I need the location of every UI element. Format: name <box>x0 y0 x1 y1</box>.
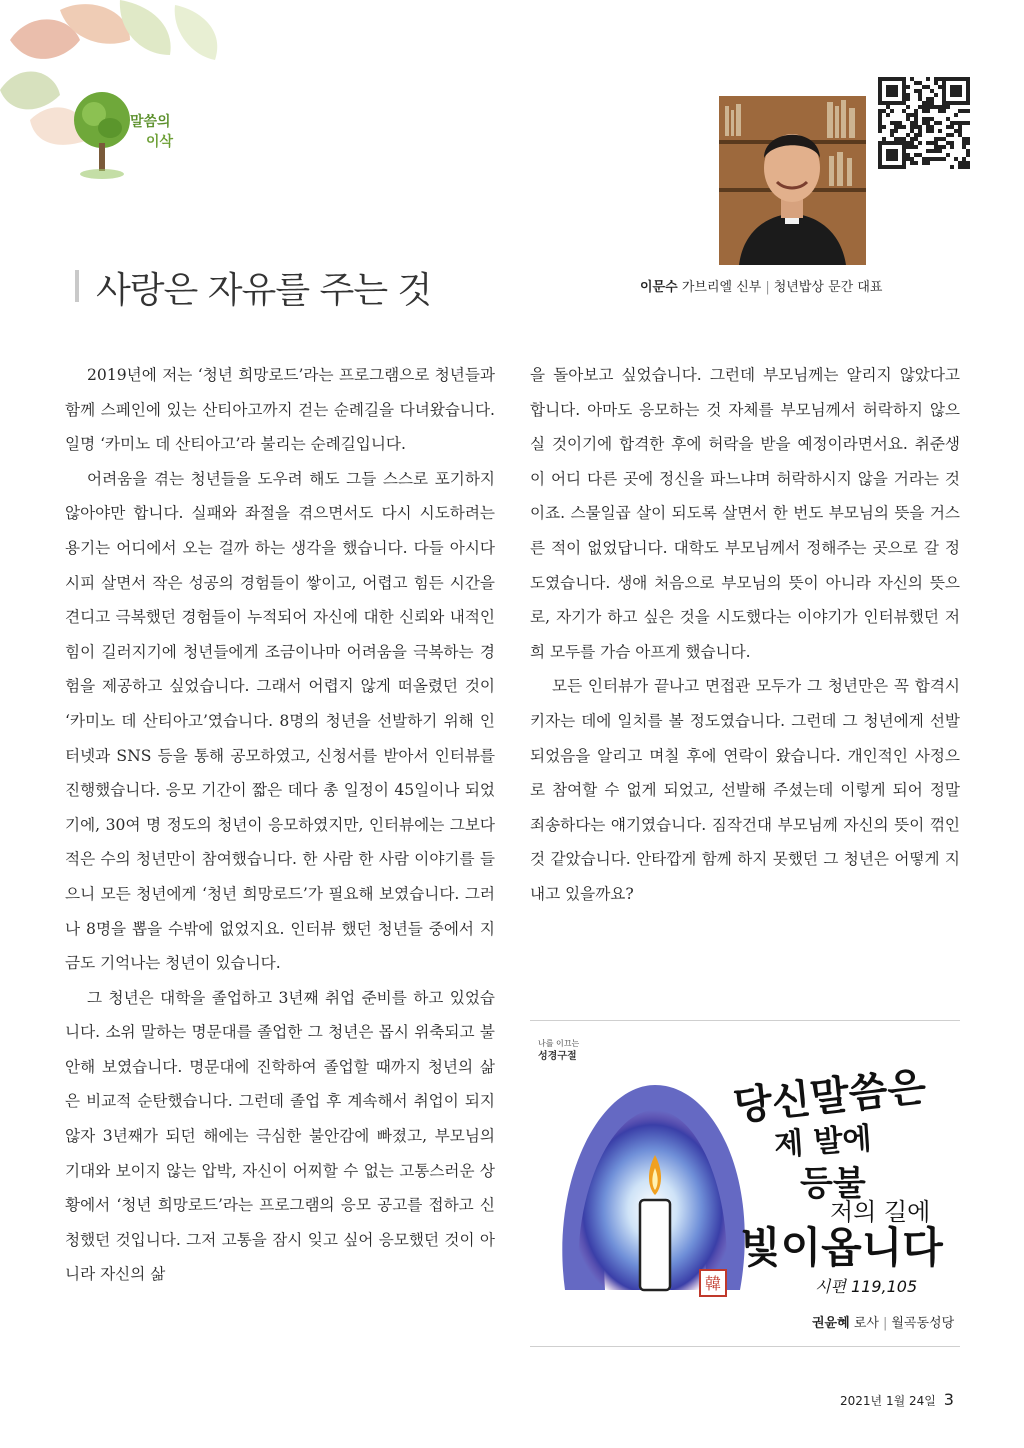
body-column-left <box>65 358 495 1292</box>
verse-line-5: 빛이옵니다 <box>740 1223 943 1272</box>
paragraph: 2019년에 저는 ‘청년 희망로드’라는 프로그램으로 청년들과 함께 스페인에 있는 산티아고까지 걷는 순례길을 다녀왔습니다. 일명 ‘카미노 데 산티아고’라 불리는 순례길입니다. <box>65 366 495 454</box>
verse-line-1: 당신말씀은 <box>731 1063 929 1130</box>
divider <box>530 1346 960 1347</box>
title-accent-bar <box>75 270 79 302</box>
qr-code[interactable] <box>878 77 970 169</box>
author-name: 이문수 <box>640 280 678 295</box>
verse-reference: 시편 119,105 <box>815 1277 918 1296</box>
author-affiliation: 청년밥상 문간 대표 <box>773 280 883 295</box>
body-column-right <box>530 358 960 912</box>
author-role: 가브리엘 신부 <box>681 280 762 295</box>
logo-line1: 말씀의 <box>130 114 171 130</box>
page-number: 3 <box>943 1390 954 1409</box>
verse-line-2: 제 발에 <box>773 1121 873 1163</box>
author-byline: 이문수 가브리엘 신부 | 청년밥상 문간 대표 <box>640 280 883 295</box>
artist-name: 권윤혜 <box>812 1316 850 1331</box>
verse-line-3: 등불 <box>800 1164 866 1204</box>
logo-line2: 이삭 <box>146 134 174 150</box>
paragraph: 을 돌아보고 싶었습니다. 그런데 부모님께는 알리지 않았다고 합니다. 아마도 응모하는 것 자체를 부모님께서 허락하지 않으실 것이기에 합격한 후에 허락을 받을 예정이라면서요. 취준생이 어디 다른 곳에 정신을 파느냐며 허락하시지 않을 거라는 것이죠. 스물일곱 살이 되도록 살면서 한 번도 부모님의 뜻을 거스른 적이 없었답니다. 대학도 부모님께서 정해주는 곳으로 갈 정도였습니다. 생애 처음으로 부모님의 뜻이 아니라 자신의 뜻으로, 자기가 하고 싶은 것을 시도했다는 이야기가 인터뷰했던 저희 모두를 가슴 아프게 했습니다. <box>530 366 960 661</box>
paragraph: 어려움을 겪는 청년들을 도우려 해도 그들 스스로 포기하지 않아야만 합니다. 실패와 좌절을 겪으면서도 다시 시도하려는 용기는 어디에서 오는 걸까 하는 생각을 했습니다. 다들 아시다시피 살면서 작은 성공의 경험들이 쌓이고, 어렵고 힘든 시간을 견디고 극복했던 경험들이 누적되어 자신에 대한 신뢰와 내적인 힘이 길러지기에 청년들에게 조금이나마 어려움을 극복하는 경험을 제공하고 싶었습니다. 그래서 어렵지 않게 떠올렸던 것이 ‘카미노 데 산티아고’였습니다. 8명의 청년을 선발하기 위해 인터넷과 SNS 등을 통해 공모하였고, 신청서를 받아서 인터뷰를 진행했습니다. 응모 기간이 짧은 데다 총 일정이 45일이나 되었기에, 30여 명 정도의 청년이 응모하였지만, 인터뷰에는 그보다 적은 수의 청년만이 참여했습니다. 한 사람 한 사람 이야기를 들으니 모든 청년에게 ‘청년 희망로드’가 필요해 보였습니다. 그러나 8명을 뽑을 수밖에 없었지요. 인터뷰 했던 청년들 중에서 지금도 기억나는 청년이 있습니다. <box>65 469 495 973</box>
article-title: 사랑은 자유를 주는 것 <box>96 270 432 311</box>
author-photo <box>719 96 866 265</box>
paragraph: 모든 인터뷰가 끝나고 면접관 모두가 그 청년만은 꼭 합격시키자는 데에 일치를 볼 정도였습니다. 그런데 그 청년에게 선발되었음을 알리고 며칠 후에 연락이 왔습니다. 개인적인 사정으로 참여할 수 없게 되었고, 선발해 주셨는데 이렇게 되어 정말 죄송하다는 얘기였습니다. 짐작건대 부모님께 자신의 뜻이 꺾인 것 같았습니다. 안타깝게 함께 하지 못했던 그 청년은 어떻게 지내고 있을까요? <box>530 677 960 903</box>
issue-date: 2021년 1월 24일 <box>840 1394 936 1408</box>
calligraphy-tag-line2: 성경구절 <box>538 1051 577 1062</box>
calligraphy-credit: 권윤혜 로사 | 월곡동성당 <box>812 1316 955 1331</box>
tree-logo-icon <box>72 88 132 180</box>
paragraph: 그 청년은 대학을 졸업하고 3년째 취업 준비를 하고 있었습니다. 소위 말하는 명문대를 졸업한 그 청년은 몹시 위축되고 불안해 보였습니다. 명문대에 진학하여 졸업할 때까지 청년의 삶은 비교적 순탄했습니다. 그런데 졸업 후 계속해서 취업이 되지 않자 3년째가 되던 해에는 극심한 불안감에 빠졌고, 부모님의 기대와 보이지 않는 압박, 자신이 어찌할 수 없는 고통스러운 상황에서 ‘청년 희망로드’라는 프로그램의 응모 공고를 접하고 신청했던 것입니다. 그저 고통을 잠시 잊고 싶어 응모했던 것이 아니라 자신의 삶 <box>65 988 495 1284</box>
artist-role: 로사 <box>853 1316 879 1331</box>
seal-text: 韓 <box>704 1274 722 1293</box>
calligraphy-tag-line1: 나를 이끄는 <box>538 1039 580 1048</box>
artist-parish: 월곡동성당 <box>891 1316 955 1331</box>
page-footer <box>840 1390 954 1409</box>
verse-line-4: 저의 길에 <box>830 1198 931 1226</box>
divider <box>530 1020 960 1021</box>
calligraphy-artwork <box>560 1060 970 1320</box>
section-logo <box>130 112 173 152</box>
